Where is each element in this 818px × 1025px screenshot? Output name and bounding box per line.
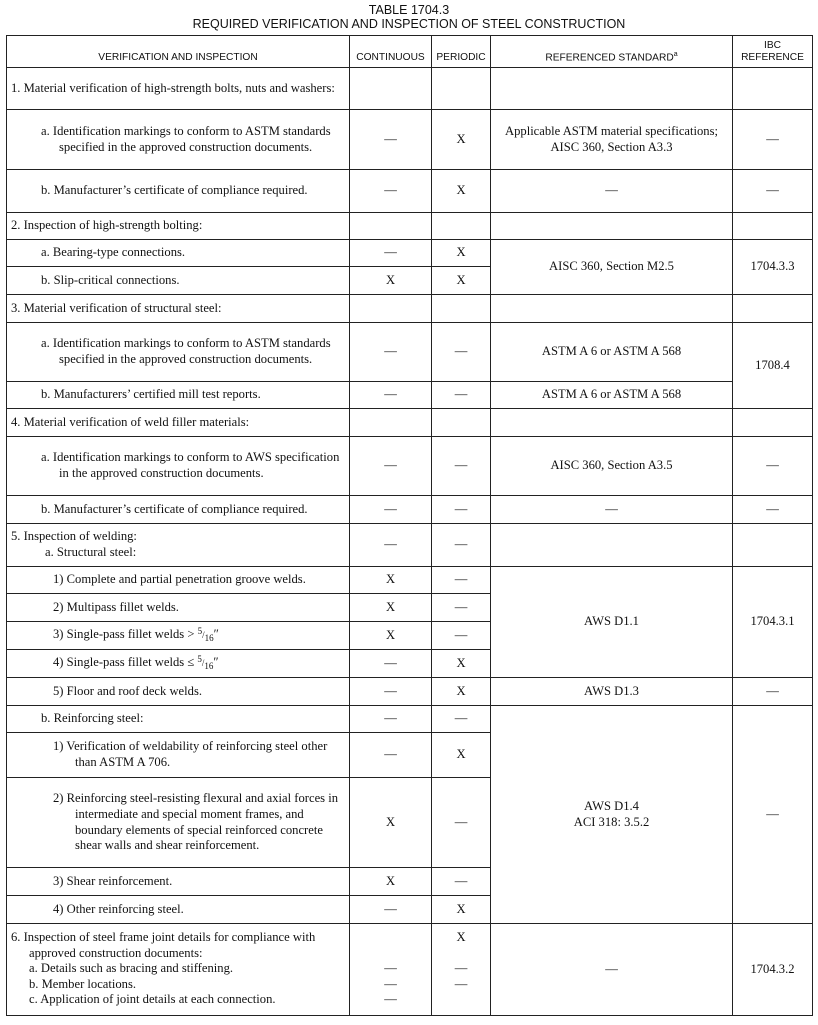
ibc-cell: —: [733, 170, 813, 213]
row-label: a. Identification markings to conform to ASTM standards specified in the approved construction documents.: [7, 110, 350, 170]
inspection-table: [6, 35, 813, 1016]
row-label: 2) Reinforcing steel-resisting flexural and axial forces in intermediate and special moment frames, and boundary elements of special reinforced concrete shear walls and shear reinforcement.: [7, 778, 350, 868]
section-5a-heading: a. Structural steel:: [45, 545, 137, 559]
row-label: [7, 924, 350, 1016]
row-label: 5) Floor and roof deck welds.: [7, 678, 350, 706]
standard-line-2: ACI 318: 3.5.2: [573, 814, 650, 829]
header-row: [7, 36, 813, 68]
periodic-cell: X: [432, 678, 491, 706]
table-row: [7, 678, 813, 706]
row-label: 4) Other reinforcing steel.: [7, 896, 350, 924]
periodic-cell: X: [432, 267, 491, 295]
standard-cell: —: [491, 170, 733, 213]
standard-cell: AWS D1.1: [491, 567, 733, 678]
row-label: [7, 524, 350, 567]
row-label: b. Manufacturers’ certified mill test reports.: [7, 382, 350, 409]
periodic-cell: —: [432, 382, 491, 409]
ibc-cell: —: [733, 678, 813, 706]
table-titles: [0, 3, 818, 31]
header-periodic: PERIODIC: [432, 36, 491, 68]
periodic-cell: X: [432, 650, 491, 678]
continuous-cell: —: [350, 110, 432, 170]
header-standard: [491, 36, 733, 68]
continuous-cell: —: [350, 650, 432, 678]
continuous-cell: —: [350, 170, 432, 213]
table-row: [7, 437, 813, 496]
row-label: 4) Single-pass fillet welds ≤ 5/16″: [7, 650, 350, 678]
ibc-cell: 1704.3.1: [733, 567, 813, 678]
periodic-cell: —: [432, 778, 491, 868]
table-number: TABLE 1704.3: [368, 3, 450, 17]
continuous-cell: —: [350, 733, 432, 778]
continuous-cell: —: [350, 496, 432, 524]
standard-cell: Applicable ASTM material specifications; AISC 360, Section A3.3: [491, 110, 733, 170]
header-ibc: [733, 36, 813, 68]
table-row: [7, 68, 813, 110]
row-label: 4. Material verification of weld filler materials:: [7, 409, 350, 437]
row-label: b. Reinforcing steel:: [7, 706, 350, 733]
continuous-cell: X: [350, 622, 432, 650]
periodic-cell: X: [432, 896, 491, 924]
table-row: [7, 110, 813, 170]
row-label: 3) Single-pass fillet welds > 5/16″: [7, 622, 350, 650]
standard-cell: [491, 706, 733, 924]
table-title: REQUIRED VERIFICATION AND INSPECTION OF STEEL CONSTRUCTION: [192, 17, 626, 31]
standard-cell: AISC 360, Section M2.5: [491, 240, 733, 295]
section-6-heading: 6. Inspection of steel frame joint details for compliance with approved construction documents:: [11, 930, 316, 960]
section-5-heading: 5. Inspection of welding:: [11, 529, 137, 544]
table-row: [7, 170, 813, 213]
periodic-cell: —: [432, 524, 491, 567]
continuous-cell: —: [350, 706, 432, 733]
table-row: [7, 706, 813, 733]
continuous-cell: X: [350, 868, 432, 896]
row-label: 3) Shear reinforcement.: [7, 868, 350, 896]
row-label: b. Manufacturer’s certificate of compliance required.: [7, 496, 350, 524]
ibc-cell: —: [733, 437, 813, 496]
continuous-cell: —: [350, 896, 432, 924]
periodic-cell: X — —: [432, 924, 491, 1016]
header-verification: VERIFICATION AND INSPECTION: [7, 36, 350, 68]
continuous-cell: —: [350, 524, 432, 567]
ibc-cell: 1704.3.2: [733, 924, 813, 1016]
standard-cell: ASTM A 6 or ASTM A 568: [491, 382, 733, 409]
table-row: [7, 524, 813, 567]
row-label: b. Manufacturer’s certificate of compliance required.: [7, 170, 350, 213]
ibc-cell: —: [733, 496, 813, 524]
periodic-cell: X: [432, 240, 491, 267]
continuous-cell: —: [350, 382, 432, 409]
table-row: [7, 295, 813, 323]
standard-cell: AWS D1.3: [491, 678, 733, 706]
row-label: 1) Complete and partial penetration groove welds.: [7, 567, 350, 594]
table-row: [7, 567, 813, 594]
header-standard-footnote: a: [673, 50, 678, 58]
table-row: [7, 213, 813, 240]
row-label: a. Bearing-type connections.: [7, 240, 350, 267]
row-label: 3. Material verification of structural steel:: [7, 295, 350, 323]
row-label: b. Slip-critical connections.: [7, 267, 350, 295]
ibc-cell: —: [733, 110, 813, 170]
periodic-cell: —: [432, 868, 491, 896]
periodic-cell: —: [432, 594, 491, 622]
row-label: 2. Inspection of high-strength bolting:: [7, 213, 350, 240]
periodic-cell: —: [432, 622, 491, 650]
row-label: a. Identification markings to conform to ASTM standards specified in the approved construction documents.: [7, 323, 350, 382]
table-row: [7, 496, 813, 524]
periodic-cell: X: [432, 170, 491, 213]
continuous-cell: X: [350, 594, 432, 622]
standard-cell: —: [491, 924, 733, 1016]
section-6a: a. Details such as bracing and stiffening.: [29, 961, 234, 976]
periodic-cell: —: [432, 323, 491, 382]
header-standard-text: REFERENCED STANDARD: [545, 52, 674, 63]
continuous-cell: —: [350, 437, 432, 496]
continuous-cell: X: [350, 778, 432, 868]
periodic-cell: —: [432, 567, 491, 594]
continuous-cell: X: [350, 567, 432, 594]
periodic-cell: —: [432, 437, 491, 496]
table-row: [7, 924, 813, 1016]
continuous-cell: — — —: [350, 924, 432, 1016]
periodic-cell: X: [432, 110, 491, 170]
periodic-cell: —: [432, 496, 491, 524]
row-label: 1) Verification of weldability of reinforcing steel other than ASTM A 706.: [7, 733, 350, 778]
section-6c: c. Application of joint details at each connection.: [29, 992, 276, 1007]
table-row: [7, 240, 813, 267]
standard-cell: ASTM A 6 or ASTM A 568: [491, 323, 733, 382]
continuous-cell: X: [350, 267, 432, 295]
continuous-cell: —: [350, 323, 432, 382]
header-ibc-line2: REFERENCE: [741, 52, 804, 63]
header-continuous: CONTINUOUS: [350, 36, 432, 68]
standard-cell: AISC 360, Section A3.5: [491, 437, 733, 496]
standard-line-1: AWS D1.4: [584, 798, 639, 813]
standard-cell: —: [491, 496, 733, 524]
table-row: [7, 409, 813, 437]
periodic-cell: X: [432, 733, 491, 778]
row-label: 2) Multipass fillet welds.: [7, 594, 350, 622]
continuous-cell: —: [350, 240, 432, 267]
ibc-cell: 1708.4: [733, 323, 813, 409]
header-ibc-line1: IBC: [764, 40, 781, 51]
ibc-cell: 1704.3.3: [733, 240, 813, 295]
table-row: [7, 323, 813, 382]
periodic-cell: —: [432, 706, 491, 733]
row-label: 1. Material verification of high-strength bolts, nuts and washers:: [7, 68, 350, 110]
section-6b: b. Member locations.: [29, 976, 137, 991]
table-row: [7, 382, 813, 409]
row-label: a. Identification markings to conform to AWS specification in the approved construction documents.: [7, 437, 350, 496]
continuous-cell: —: [350, 678, 432, 706]
ibc-cell: —: [733, 706, 813, 924]
